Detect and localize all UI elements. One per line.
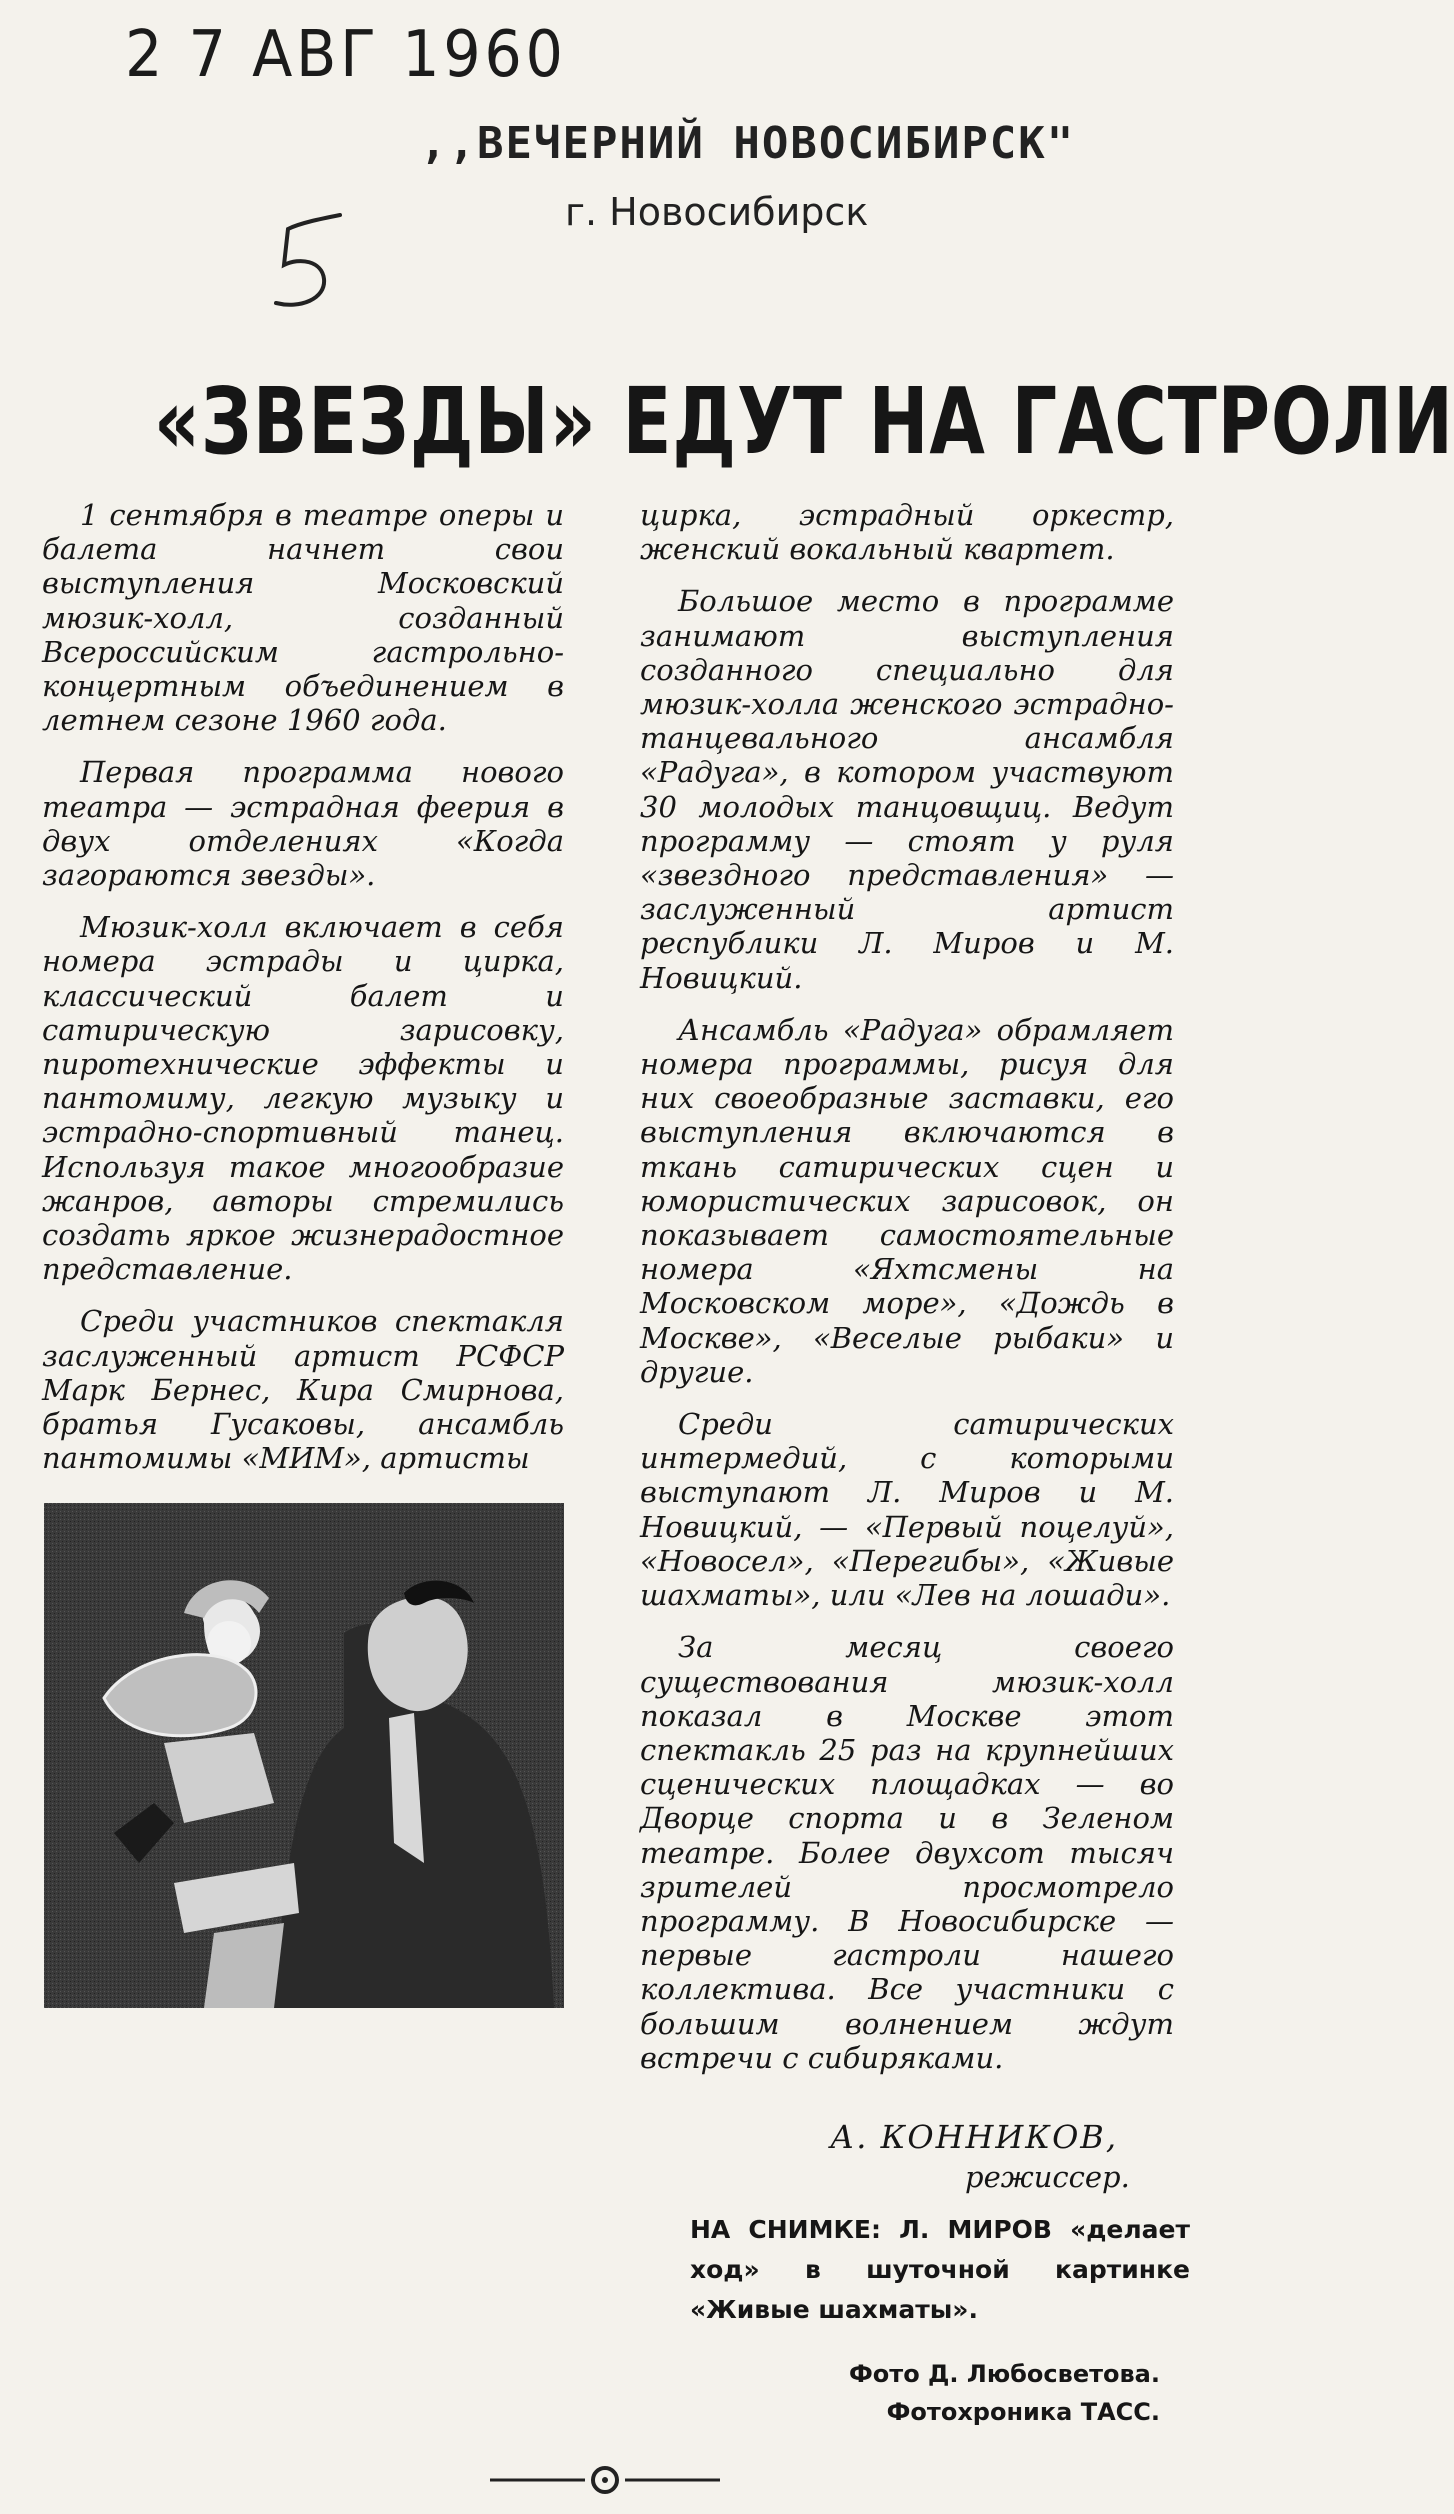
- article-paragraph: Среди участников спектакля заслуженный артист РСФСР Марк Бернес, Кира Смирнова, братья Гусаковы, ансамбль пантомимы «МИМ», артисты: [42, 1304, 564, 1476]
- article-paragraph: цирка, эстрадный оркестр, женский вокальный квартет.: [640, 498, 1174, 567]
- stamp-date: 2 7 АВГ 1960: [125, 18, 567, 92]
- article-paragraph: Первая программа нового театра — эстрадная феерия в двух отделениях «Когда загораются звезды».: [42, 755, 564, 893]
- photo-illustration: [44, 1503, 564, 2008]
- article-paragraph: Ансамбль «Радуга» обрамляет номера программы, рисуя для них своеобразные заставки, его выступления включаются в ткань сатирических сцен и юмористических зарисовок, он показывает самостоятельные номера «Яхтсмены на Московском море», «Дождь в Москве», «Веселые рыбаки» и другие.: [640, 1012, 1174, 1389]
- author-signature: А. КОННИКОВ,: [830, 2118, 1118, 2156]
- article-column-left: [42, 498, 564, 1493]
- divider-ornament: [480, 2460, 730, 2500]
- author-role: режиссер.: [965, 2160, 1130, 2194]
- article-paragraph: 1 сентября в театре оперы и балета начнет свои выступления Московский мюзик-холл, созданный Всероссийским гастрольно-концертным объединением в летнем сезоне 1960 года.: [42, 498, 564, 738]
- news-photo: [44, 1503, 564, 2008]
- article-paragraph: Мюзик-холл включает в себя номера эстрады и цирка, классический балет и сатирическую зарисовку, пиротехнические эффекты и пантомиму, легкую музыку и эстрадно-спортивный танец. Используя такое многообразие жанров, авторы стремились создать яркое жизнерадостное представление.: [42, 910, 564, 1287]
- headline: «ЗВЕЗДЫ» ЕДУТ НА ГАСТРОЛИ: [153, 368, 1454, 475]
- handwritten-mark: [260, 205, 350, 315]
- article-paragraph: Среди сатирических интермедий, с которыми выступают Л. Миров и М. Новицкий, — «Первый поцелуй», «Новосел», «Перегибы», «Живые шахматы», или «Лев на лошади».: [640, 1407, 1174, 1613]
- newspaper-name-stamp: ,,ВЕЧЕРНИЙ НОВОСИБИРСК": [420, 118, 1076, 169]
- article-column-right: [640, 498, 1174, 2093]
- photo-caption: [690, 2210, 1190, 2330]
- article-paragraph: Большое место в программе занимают выступления созданного специально для мюзик-холла женского эстрадно-танцевального ансамбля «Радуга», в котором участвуют 30 молодых танцовщиц. Ведут программу — стоят у руля «звездного представления» — заслуженный артист республики Л. Миров и М. Новицкий.: [640, 584, 1174, 995]
- article-paragraph: За месяц своего существования мюзик-холл показал в Москве этот спектакль 25 раз на крупнейших сценических площадках — во Дворце спорта и в Зеленом театре. Более двухсот тысяч зрителей просмотрело программу. В Новосибирске — первые гастроли нашего коллектива. Все участники с большим волнением ждут встречи с сибиряками.: [640, 1630, 1174, 2075]
- city-stamp: г. Новосибирск: [565, 190, 869, 234]
- agency-credit: Фотохроника ТАСС.: [886, 2398, 1160, 2426]
- caption-text: НА СНИМКЕ: Л. МИРОВ «делает ход» в шуточной картинке «Живые шахматы».: [690, 2215, 1190, 2324]
- photo-credit: Фото Д. Любосветова.: [849, 2360, 1160, 2388]
